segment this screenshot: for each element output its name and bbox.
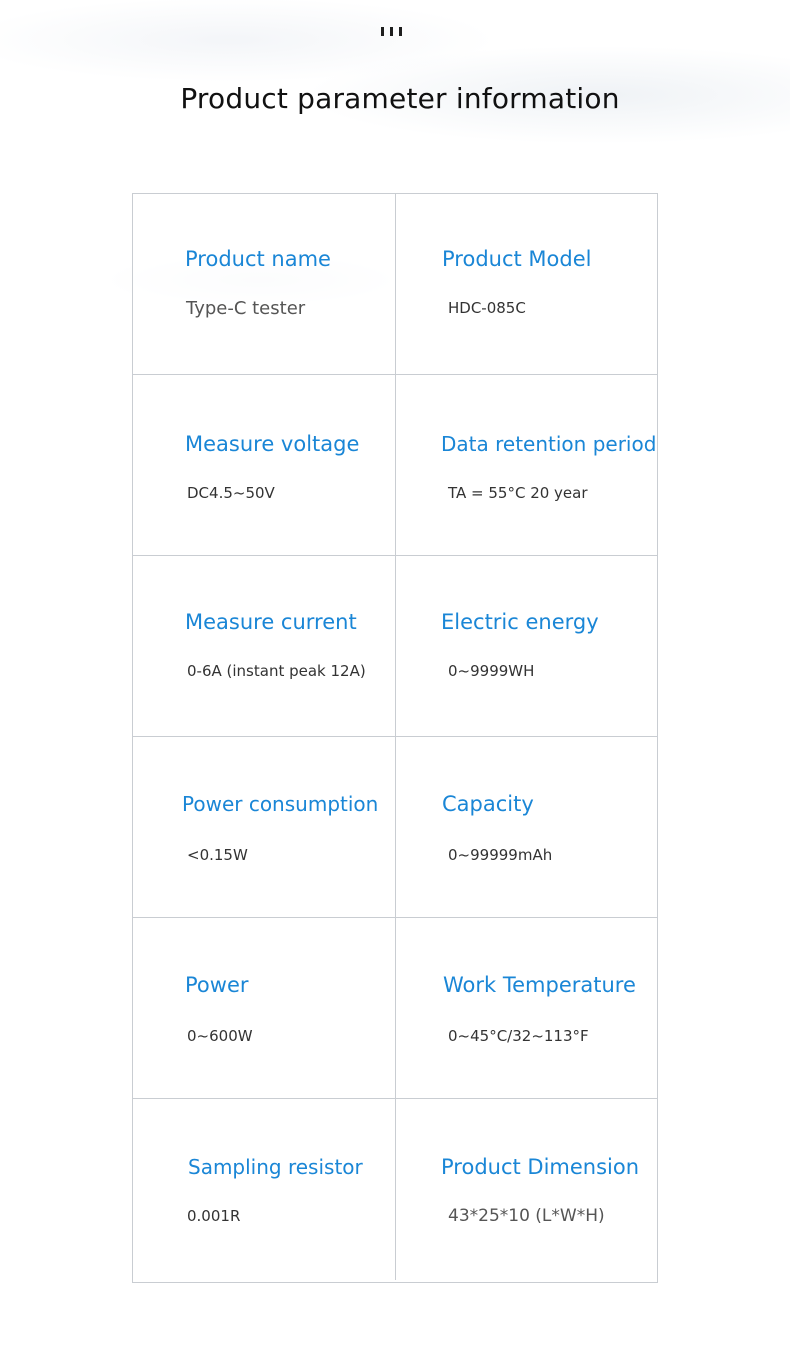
param-value: HDC-085C	[448, 299, 526, 317]
param-cell-data-retention	[396, 375, 658, 556]
top-decoration	[381, 27, 402, 36]
param-value: DC4.5~50V	[187, 484, 275, 502]
param-cell-product-model	[396, 194, 658, 375]
param-cell-power	[133, 918, 395, 1099]
param-value: 0.001R	[187, 1207, 241, 1225]
param-cell-capacity	[396, 737, 658, 918]
param-value: 0~99999mAh	[448, 846, 553, 864]
param-label: Capacity	[442, 792, 534, 816]
param-value: 43*25*10 (L*W*H)	[448, 1206, 605, 1226]
table-row	[133, 1099, 657, 1280]
table-row	[133, 556, 657, 737]
param-value: Type-C tester	[186, 298, 306, 319]
param-label: Power consumption	[182, 792, 379, 816]
table-row	[133, 375, 657, 556]
param-label: Product name	[185, 247, 331, 271]
param-value: 0~600W	[187, 1027, 253, 1045]
param-value: 0-6A (instant peak 12A)	[187, 662, 366, 680]
param-cell-sampling-resistor	[133, 1099, 395, 1280]
table-row	[133, 918, 657, 1099]
param-label: Work Temperature	[443, 973, 636, 997]
param-value: 0~9999WH	[448, 662, 535, 680]
param-cell-electric-energy	[396, 556, 658, 737]
param-label: Product Dimension	[441, 1155, 640, 1179]
param-label: Data retention period	[441, 432, 657, 456]
param-value: TA = 55°C 20 year	[448, 484, 588, 502]
param-label: Measure current	[185, 610, 357, 634]
param-cell-work-temperature	[396, 918, 658, 1099]
param-cell-power-consumption	[133, 737, 395, 918]
param-value: <0.15W	[187, 846, 248, 864]
param-label: Sampling resistor	[188, 1155, 363, 1179]
param-cell-measure-current	[133, 556, 395, 737]
param-cell-measure-voltage	[133, 375, 395, 556]
param-value: 0~45°C/32~113°F	[448, 1027, 589, 1045]
parameter-table	[132, 193, 658, 1283]
param-label: Measure voltage	[185, 432, 360, 456]
param-label: Power	[185, 973, 249, 997]
param-label: Product Model	[442, 247, 592, 271]
param-label: Electric energy	[441, 610, 599, 634]
param-cell-product-name	[133, 194, 395, 375]
param-cell-product-dimension	[396, 1099, 658, 1280]
page-title: Product parameter information	[180, 82, 620, 115]
table-row	[133, 194, 657, 375]
table-row	[133, 737, 657, 918]
